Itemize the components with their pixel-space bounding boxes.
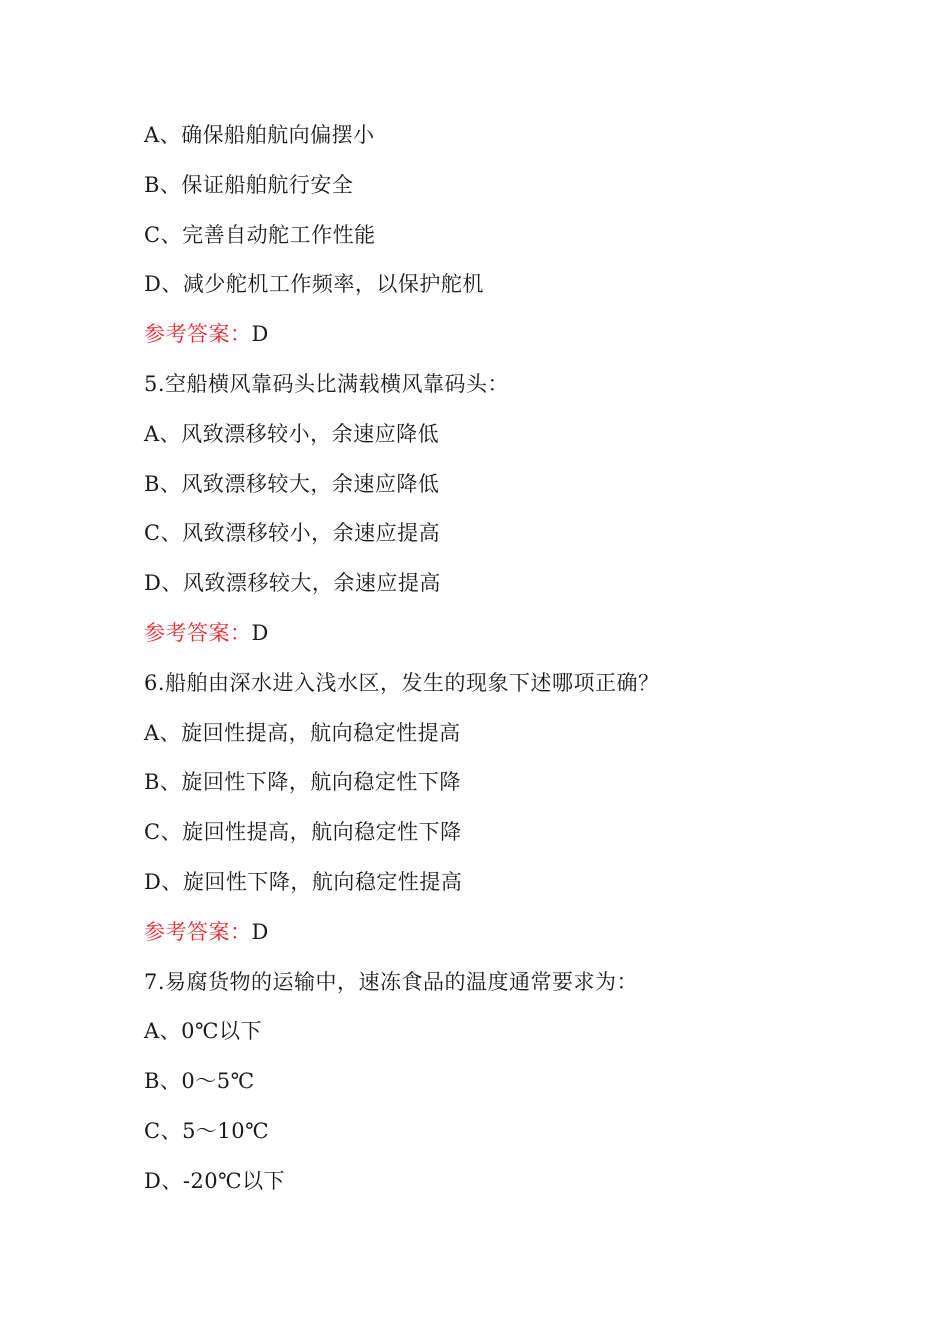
q4-option-a: A、确保船舶航向偏摆小 [144, 123, 375, 147]
q5-option-d: D、风致漂移较大，余速应提高 [144, 571, 441, 596]
q7-option-c: C、5～10℃ [144, 1118, 270, 1143]
q5-answer [144, 609, 904, 659]
q4-option-c: C、完善自动舵工作性能 [144, 222, 376, 247]
q6-answer-label: 参考答案： [144, 919, 252, 944]
q5-question: 5.空船横风靠码头比满载横风靠码头： [144, 371, 510, 396]
q6-option-b: B、旋回性下降，航向稳定性下降 [144, 770, 461, 795]
q4-option-b: B、保证船舶航行安全 [144, 172, 354, 197]
q4-option-d: D、减少舵机工作频率，以保护舵机 [144, 272, 484, 297]
q6-option-d: D、旋回性下降，航向稳定性提高 [144, 869, 463, 894]
q5-option-b: B、风致漂移较大，余速应降低 [144, 471, 440, 496]
q6-answer-value: D [251, 919, 269, 944]
q6-answer [144, 908, 904, 958]
q6-option-c: C、旋回性提高，航向稳定性下降 [144, 820, 462, 845]
q7-option-b: B、0～5℃ [144, 1069, 255, 1094]
document-page [144, 111, 904, 1207]
q7-option-d: D、-20℃以下 [144, 1168, 286, 1193]
q5-option-a: A、风致漂移较小，余速应降低 [144, 421, 440, 446]
q4-answer-value: D [251, 322, 269, 347]
q6-option-a: A、旋回性提高，航向稳定性提高 [144, 720, 461, 745]
q5-answer-label: 参考答案： [144, 620, 252, 645]
q7-question: 7.易腐货物的运输中，速冻食品的温度通常要求为： [144, 969, 639, 994]
q4-answer-label: 参考答案： [144, 322, 252, 347]
q5-option-c: C、风致漂移较小，余速应提高 [144, 521, 441, 546]
q4-answer [144, 310, 904, 360]
q7-option-a: A、0℃以下 [144, 1019, 263, 1044]
q5-answer-value: D [251, 620, 269, 645]
q6-question: 6.船舶由深水进入浅水区，发生的现象下述哪项正确？ [144, 670, 660, 695]
